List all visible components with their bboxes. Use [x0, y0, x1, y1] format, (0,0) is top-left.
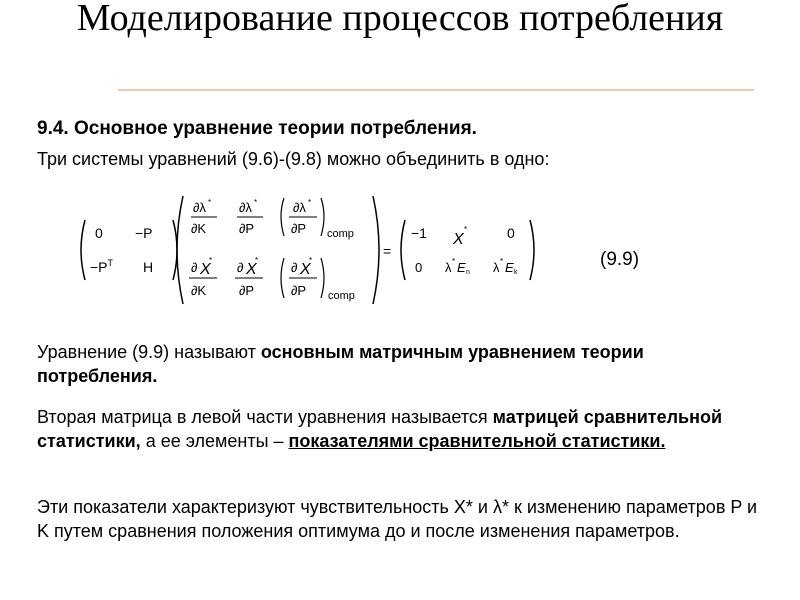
page-title: Моделирование процессов потребления [76, 0, 724, 39]
svg-text:∂K: ∂K [191, 283, 207, 298]
matrix-equation [75, 192, 575, 307]
svg-text:comp: comp [328, 290, 355, 302]
right-matrix-01 [452, 225, 467, 248]
d-lambda-dP [237, 198, 263, 236]
svg-text:*: * [254, 198, 258, 207]
svg-text:*: * [255, 256, 259, 265]
svg-text:∂P: ∂P [239, 283, 255, 298]
svg-text:E: E [457, 260, 466, 275]
title-divider [118, 89, 754, 91]
paragraph-2: Вторая матрица в левой части уравнения называется матрицей сравнительной статистики, а ее элементы – показателями сравнительной статистики. [37, 407, 723, 451]
svg-text:X: X [300, 261, 311, 278]
svg-text:∂λ: ∂λ [193, 200, 206, 215]
svg-text:∂λ: ∂λ [293, 200, 306, 215]
paragraph-1: Уравнение (9.9) называют основным матричным уравнением теории потребления. [37, 342, 644, 386]
svg-text:X: X [200, 261, 211, 278]
left-matrix-00: 0 [95, 225, 103, 241]
svg-text:*: * [309, 256, 313, 265]
paragraph-3: Эти показатели характеризуют чувствительность X* и λ* к изменению параметров P и K путем сравнения положения оптимума до и после изменения параметров. [37, 497, 758, 541]
equation-number: (9.9) [600, 249, 640, 270]
svg-text:X: X [246, 261, 257, 278]
svg-text:∂λ: ∂λ [239, 200, 252, 215]
left-matrix-10: $-P^T$ [90, 258, 114, 275]
svg-text:*: * [208, 198, 212, 207]
svg-text:*: * [308, 198, 312, 207]
svg-text:*: * [464, 225, 468, 234]
section-heading: 9.4. Основное уравнение теории потребления. [37, 118, 477, 139]
d-lambda-dP-comp [281, 198, 354, 240]
svg-text:n: n [466, 269, 470, 276]
left-matrix-11: H [143, 259, 154, 275]
svg-text:E: E [505, 260, 514, 275]
d-lambda-dK [191, 198, 217, 236]
d-X-dK [189, 256, 217, 298]
svg-text:∂P: ∂P [239, 221, 255, 236]
d-X-dP-comp [281, 256, 355, 302]
svg-text:*: * [452, 257, 456, 266]
svg-text:∂K: ∂K [191, 221, 207, 236]
svg-text:∂P: ∂P [291, 283, 307, 298]
section-subheading: Три системы уравнений (9.6)-(9.8) можно объединить в одно: [37, 149, 550, 169]
right-matrix-10: 0 [415, 260, 423, 275]
d-X-dP [235, 256, 263, 298]
svg-text:k: k [514, 269, 518, 276]
svg-text:∂: ∂ [237, 260, 244, 275]
svg-text:*: * [500, 257, 504, 266]
left-matrix-01: −P [135, 225, 153, 241]
svg-text:∂: ∂ [291, 260, 298, 275]
right-matrix-00: −1 [411, 225, 427, 241]
right-matrix-02: 0 [507, 225, 515, 241]
svg-text:∂: ∂ [191, 260, 198, 275]
right-matrix-12 [493, 257, 518, 276]
svg-text:X: X [453, 231, 464, 248]
svg-text:λ: λ [493, 260, 500, 275]
svg-text:∂P: ∂P [291, 221, 307, 236]
right-matrix-11 [445, 257, 470, 276]
svg-text:comp: comp [327, 228, 354, 240]
svg-text:=: = [383, 243, 392, 259]
svg-text:λ: λ [445, 260, 452, 275]
svg-text:*: * [209, 256, 213, 265]
